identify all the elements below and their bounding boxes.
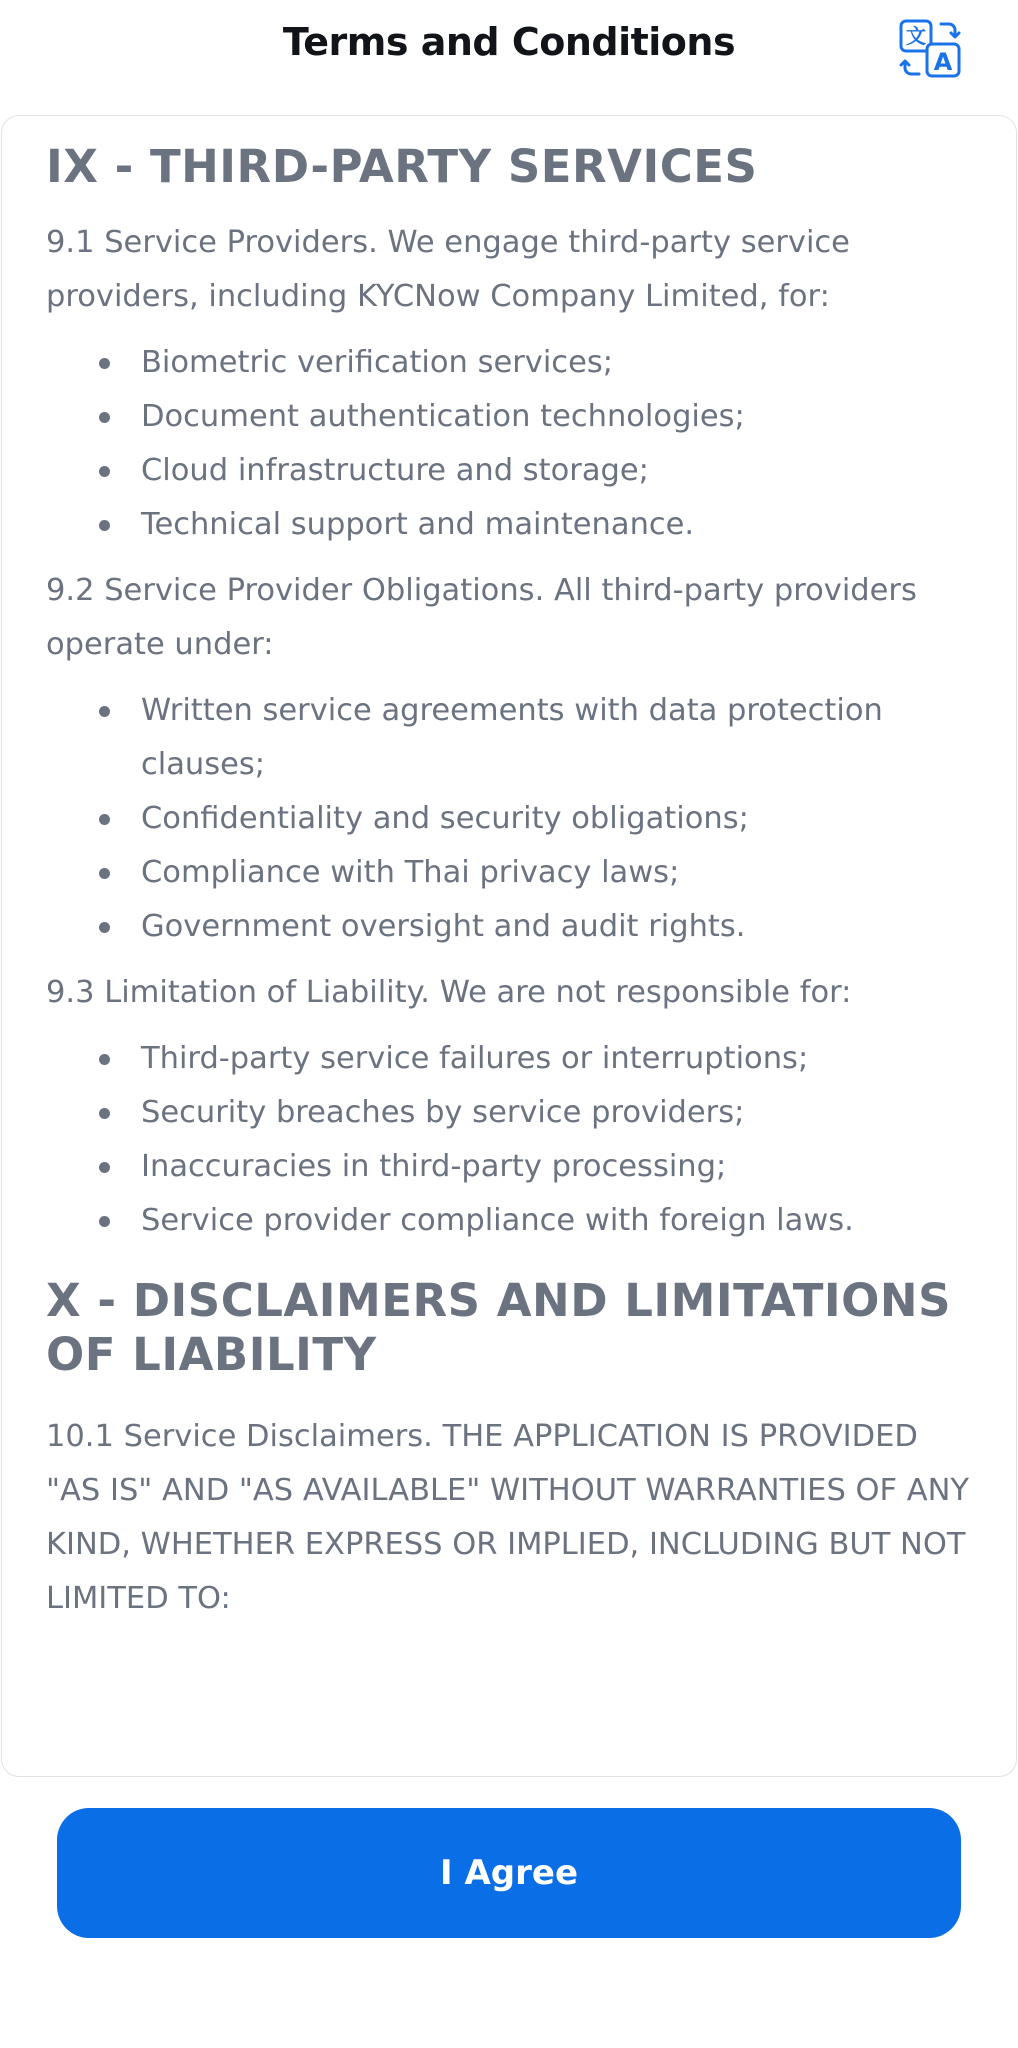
list-item: Technical support and maintenance. <box>141 498 976 552</box>
translate-icon <box>897 18 963 80</box>
list-item: Security breaches by service providers; <box>141 1086 976 1140</box>
list-item: Government oversight and audit rights. <box>141 900 976 954</box>
bullet-list <box>46 336 976 552</box>
list-item: Service provider compliance with foreign laws. <box>141 1194 976 1248</box>
translate-button[interactable] <box>897 18 963 80</box>
paragraph: 9.1 Service Providers. We engage third-party service providers, including KYCNow Company Limited, for: <box>46 225 850 314</box>
svg-text:A: A <box>933 48 953 76</box>
paragraph: 9.3 Limitation of Liability. We are not responsible for: <box>46 975 852 1010</box>
bullet-list <box>46 1032 976 1248</box>
agree-button[interactable]: I Agree <box>57 1808 961 1938</box>
paragraph: 9.2 Service Provider Obligations. All third-party providers operate under: <box>46 573 917 662</box>
bullet-list <box>46 684 976 954</box>
paragraph: 10.1 Service Disclaimers. THE APPLICATION IS PROVIDED "AS IS" AND "AS AVAILABLE" WITHOUT WARRANTIES OF ANY KIND, WHETHER EXPRESS OR IMPLIED, INCLUDING BUT NOT LIMITED TO: <box>46 1419 970 1616</box>
section-heading: IX - THIRD-PARTY SERVICES <box>46 140 758 193</box>
list-item: Compliance with Thai privacy laws; <box>141 846 976 900</box>
list-item: Document authentication technologies; <box>141 390 976 444</box>
section-heading: X - DISCLAIMERS AND LIMITATIONS OF LIABILITY <box>46 1274 951 1381</box>
terms-scroll-container[interactable] <box>1 115 1017 1777</box>
terms-content <box>46 134 976 1626</box>
bullet-icon <box>99 868 110 879</box>
bullet-icon <box>99 1108 110 1119</box>
bullet-icon <box>99 520 110 531</box>
bullet-icon <box>99 706 110 717</box>
list-item: Third-party service failures or interruptions; <box>141 1032 976 1086</box>
bullet-icon <box>99 358 110 369</box>
list-item: Biometric verification services; <box>141 336 976 390</box>
bullet-icon <box>99 466 110 477</box>
bullet-icon <box>99 814 110 825</box>
app-header <box>0 0 1018 112</box>
bullet-icon <box>99 1054 110 1065</box>
list-item: Written service agreements with data protection clauses; <box>141 684 976 792</box>
svg-text:文: 文 <box>906 24 926 48</box>
bullet-icon <box>99 412 110 423</box>
bullet-icon <box>99 922 110 933</box>
bullet-icon <box>99 1216 110 1227</box>
bullet-icon <box>99 1162 110 1173</box>
list-item: Confidentiality and security obligations; <box>141 792 976 846</box>
page-title: Terms and Conditions <box>282 20 736 64</box>
list-item: Inaccuracies in third-party processing; <box>141 1140 976 1194</box>
list-item: Cloud infrastructure and storage; <box>141 444 976 498</box>
